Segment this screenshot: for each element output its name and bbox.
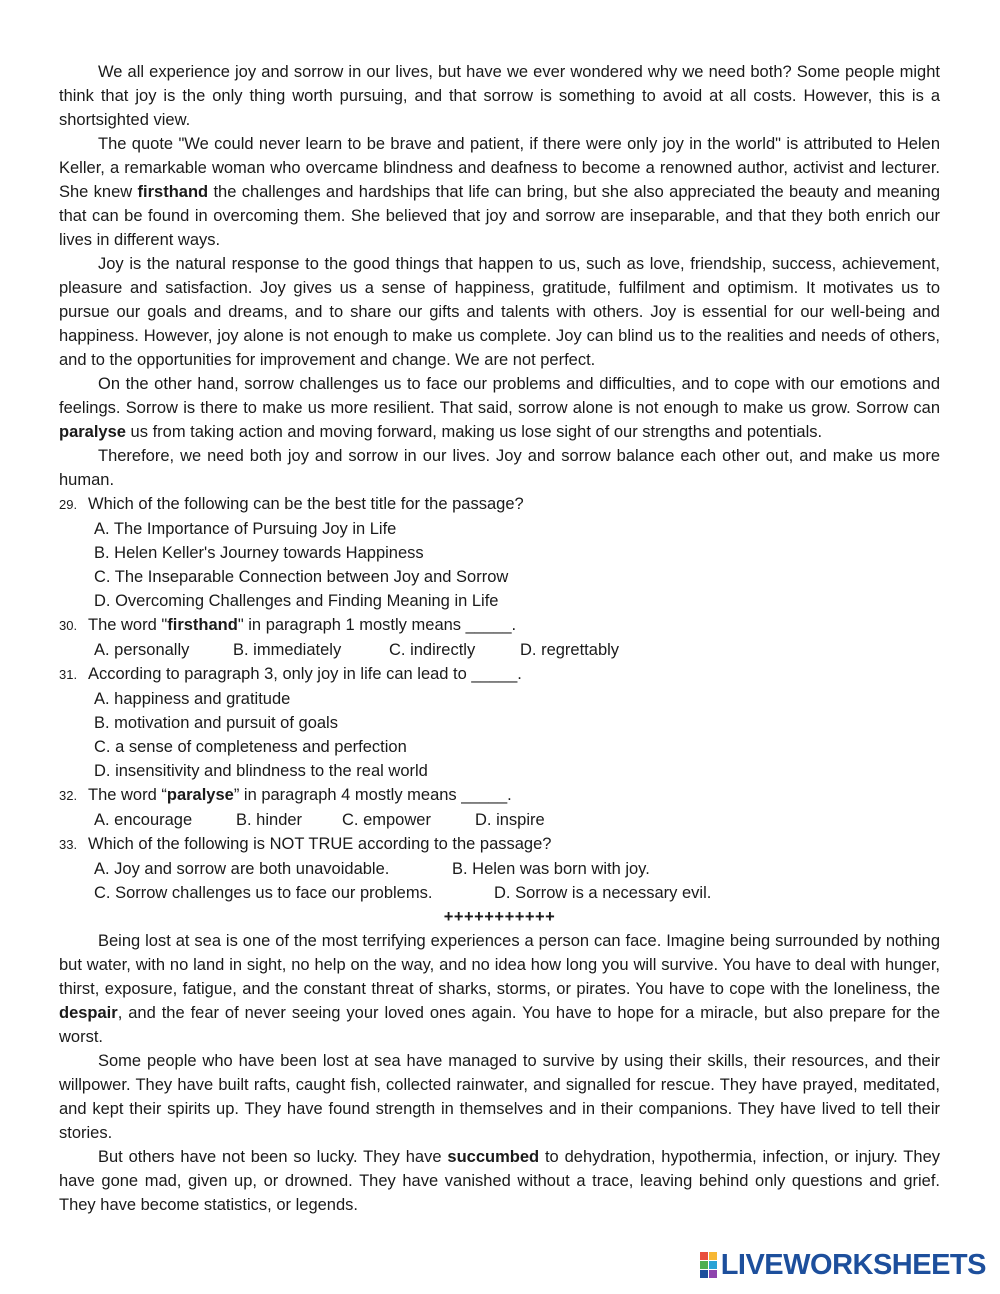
passage1-paragraph-5: Therefore, we need both joy and sorrow in our lives. Joy and sorrow balance each other out, and make us more human. [59,447,940,489]
option-29-b[interactable]: B. Helen Keller's Journey towards Happiness [94,544,424,562]
option-32-b[interactable]: B. hinder [236,811,303,829]
options-33-row-1 [94,857,940,881]
question-33 [59,832,940,857]
option-32-a[interactable]: A. encourage [94,811,193,829]
question-30: 30. The word "firsthand" in paragraph 1 mostly means _____. [59,613,940,638]
question-31 [59,662,940,687]
keyword-paralyse: paralyse [59,423,126,441]
passage1-paragraph-4: On the other hand, sorrow challenges us to face our problems and difficulties, and to cope with our emotions and feelings. Sorrow is there to make us more resilient. That said, sorrow alone is not enough to make us grow. Sorrow can paralyse us from taking action and moving forward, making us lose sight of our strengths and potentials. [59,375,940,441]
logo-text: LIVEWORKSHEETS [720,1248,986,1281]
keyword-firsthand: firsthand [167,616,238,634]
options-32 [94,808,940,832]
passage2-paragraph-1: Being lost at sea is one of the most terrifying experiences a person can face. Imagine being surrounded by nothing but water, with no land in sight, no help on the way, and no idea how long you will survive. You have to deal with hunger, thirst, exposure, fatigue, and the constant threat of sharks, storms, or pirates. You have to cope with the loneliness, the despair, and the fear of never seeing your loved ones again. You have to hope for a miracle, but also prepare for the worst. [59,932,940,1046]
passage1-paragraph-1: We all experience joy and sorrow in our lives, but have we ever wondered why we need both? Some people might think that joy is the only thing worth pursuing, and that sorrow is something to avoid at all costs. However, this is a shortsighted view. [59,63,940,129]
keyword-firsthand: firsthand [137,183,209,201]
option-29-d[interactable]: D. Overcoming Challenges and Finding Meaning in Life [94,592,499,610]
passage1-paragraph-3: Joy is the natural response to the good things that happen to us, such as love, friendship, success, achievement, pleasure and satisfaction. Joy gives us a sense of happiness, gratitude, fulfilment and optimism. It motivates us to pursue our goals and dreams, and to share our gifts and talents with others. Joy is essential for our well-being and happiness. However, joy alone is not enough to make us complete. Joy can blind us to the realities and needs of others, and to the opportunities for improvement and change. We are not perfect. [59,255,940,369]
option-32-d[interactable]: D. inspire [475,811,545,829]
option-30-a[interactable]: A. personally [94,641,190,659]
option-30-d[interactable]: D. regrettably [520,641,620,659]
question-number: 31. [59,667,78,682]
option-32-c[interactable]: C. empower [342,811,431,829]
keyword-paralyse: paralyse [166,786,234,804]
question-number: 30. [59,618,78,633]
option-33-d[interactable]: D. Sorrow is a necessary evil. [494,884,712,902]
keyword-succumbed: succumbed [447,1148,540,1166]
question-text: Which of the following is NOT TRUE according to the passage? [88,835,552,853]
liveworksheets-logo-icon [700,1252,717,1278]
option-31-c[interactable]: C. a sense of completeness and perfection [94,738,407,756]
options-33-row-2 [94,881,940,905]
option-30-c[interactable]: C. indirectly [389,641,476,659]
liveworksheets-logo[interactable] [700,1248,986,1282]
options-30 [94,638,940,662]
question-32: 32. The word “paralyse” in paragraph 4 mostly means _____. [59,783,940,808]
passage2-paragraph-3: But others have not been so lucky. They have succumbed to dehydration, hypothermia, infection, or injury. They have gone mad, given up, or drowned. They have vanished without a trace, leaving behind only questions and grief. They have become statistics, or legends. [59,1148,940,1214]
passage1-paragraph-2: The quote "We could never learn to be brave and patient, if there were only joy in the world" is attributed to Helen Keller, a remarkable woman who overcame blindness and deafness to become a renowned author, activist and lecturer. She knew firsthand the challenges and hardships that life can bring, but she also appreciated the beauty and meaning that can be found in overcoming them. She believed that joy and sorrow are inseparable, and that they both enrich our lives in different ways. [59,135,940,249]
option-33-b[interactable]: B. Helen was born with joy. [452,860,650,878]
question-text: Which of the following can be the best title for the passage? [88,495,524,513]
question-number: 33. [59,837,78,852]
option-29-a[interactable]: A. The Importance of Pursuing Joy in Life [94,520,397,538]
option-31-a[interactable]: A. happiness and gratitude [94,690,291,708]
question-number: 29. [59,497,78,512]
option-30-b[interactable]: B. immediately [233,641,342,659]
option-33-c[interactable]: C. Sorrow challenges us to face our problems. [94,884,433,902]
section-divider: +++++++++++ [443,908,556,926]
option-33-a[interactable]: A. Joy and sorrow are both unavoidable. [94,860,390,878]
option-31-b[interactable]: B. motivation and pursuit of goals [94,714,338,732]
question-text: According to paragraph 3, only joy in life can lead to _____. [88,665,522,683]
question-29 [59,492,940,517]
passage2-paragraph-2: Some people who have been lost at sea have managed to survive by using their skills, their resources, and their willpower. They have built rafts, caught fish, collected rainwater, and signalled for rescue. They have prayed, meditated, and kept their spirits up. They have found strength in themselves and in their companions. They have lived to tell their stories. [59,1052,940,1142]
question-number: 32. [59,788,78,803]
keyword-despair: despair [59,1004,118,1022]
worksheet-page [59,60,940,1217]
option-31-d[interactable]: D. insensitivity and blindness to the real world [94,762,428,780]
option-29-c[interactable]: C. The Inseparable Connection between Joy and Sorrow [94,568,509,586]
